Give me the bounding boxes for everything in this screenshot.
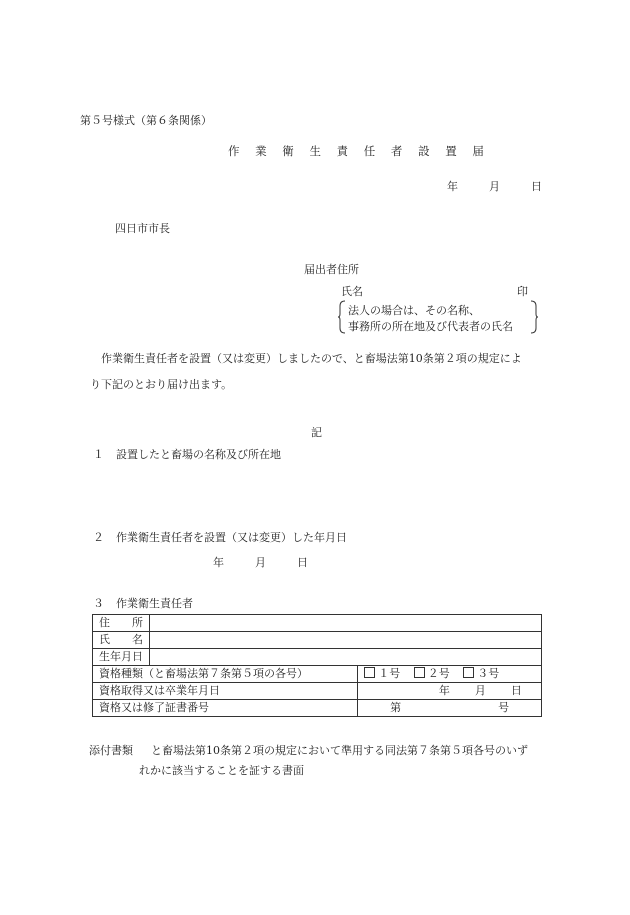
name-field[interactable] xyxy=(150,632,542,649)
attachment-label: 添付書類 xyxy=(89,744,133,757)
cert-prefix: 第 xyxy=(390,701,402,714)
cert-suffix: 号 xyxy=(498,701,510,714)
option-1-label: １号 xyxy=(378,667,401,680)
option-2-label: ２号 xyxy=(427,667,450,680)
document-title: 作 業 衛 生 責 任 者 設 置 届 xyxy=(228,144,490,158)
table-row xyxy=(93,683,542,700)
applicant-name-label: 氏名 xyxy=(341,285,363,298)
qualification-date-field[interactable] xyxy=(358,683,542,700)
certificate-number-field[interactable] xyxy=(358,700,542,717)
qualification-type-options xyxy=(358,666,542,683)
date-month-label: 月 xyxy=(489,180,500,193)
section2-year: 年 xyxy=(213,556,224,569)
qualification-type-label: 資格種類（と畜場法第７条第５項の各号） xyxy=(93,666,358,683)
address-field[interactable] xyxy=(150,615,542,632)
section2-label: 作業衛生責任者を設置（又は変更）した年月日 xyxy=(116,531,347,544)
section1-label: 設置したと畜場の名称及び所在地 xyxy=(116,448,281,461)
certificate-number-label: 資格又は修了証書番号 xyxy=(93,700,358,717)
section2-day: 日 xyxy=(297,556,308,569)
corporation-note xyxy=(338,300,538,334)
section2-number: ２ xyxy=(93,531,104,544)
checkbox-1[interactable] xyxy=(364,667,375,678)
applicant-address-label: 届出者住所 xyxy=(304,263,359,276)
section1-number: １ xyxy=(93,448,104,461)
qual-day: 日 xyxy=(510,684,522,697)
form-number: 第５号様式（第６条関係） xyxy=(80,114,212,127)
date-line xyxy=(447,180,542,193)
ki-heading: 記 xyxy=(311,426,322,439)
date-day-label: 日 xyxy=(531,180,542,193)
date-year-label: 年 xyxy=(447,180,458,193)
attachment-line2: れかに該当することを証する書面 xyxy=(139,764,304,777)
checkbox-3[interactable] xyxy=(463,667,474,678)
address-label: 住 所 xyxy=(93,615,150,632)
seal-mark: 印 xyxy=(517,285,528,298)
table-row xyxy=(93,632,542,649)
addressee: 四日市市長 xyxy=(115,222,170,235)
section1-heading xyxy=(93,448,281,461)
corporation-note-line2: 事務所の所在地及び代表者の氏名 xyxy=(348,320,513,333)
corporation-note-line1: 法人の場合は、その名称、 xyxy=(348,304,480,317)
qual-year: 年 xyxy=(438,684,450,697)
section3-label: 作業衛生責任者 xyxy=(116,597,193,610)
qualification-date-label: 資格取得又は卒業年月日 xyxy=(93,683,358,700)
section3-heading xyxy=(93,597,193,610)
checkbox-2[interactable] xyxy=(414,667,425,678)
body-text-line2: り下記のとおり届け出ます。 xyxy=(90,378,233,391)
name-label: 氏 名 xyxy=(93,632,150,649)
birthdate-field[interactable] xyxy=(150,649,542,666)
table-row xyxy=(93,666,542,683)
birthdate-label: 生年月日 xyxy=(93,649,150,666)
responsible-person-table xyxy=(92,614,542,717)
option-3-label: ３号 xyxy=(477,667,500,680)
section2-month: 月 xyxy=(255,556,266,569)
section3-number: ３ xyxy=(93,597,104,610)
section2-heading xyxy=(93,531,347,544)
table-row xyxy=(93,649,542,666)
section2-date xyxy=(213,556,308,569)
body-text-line1: 作業衛生責任者を設置（又は変更）しましたので、と畜場法第10条第２項の規定によ xyxy=(101,352,522,365)
attachment-line1: と畜場法第10条第２項の規定において準用する同法第７条第５項各号のいず xyxy=(151,744,528,757)
table-row xyxy=(93,700,542,717)
qual-month: 月 xyxy=(474,684,486,697)
table-row xyxy=(93,615,542,632)
